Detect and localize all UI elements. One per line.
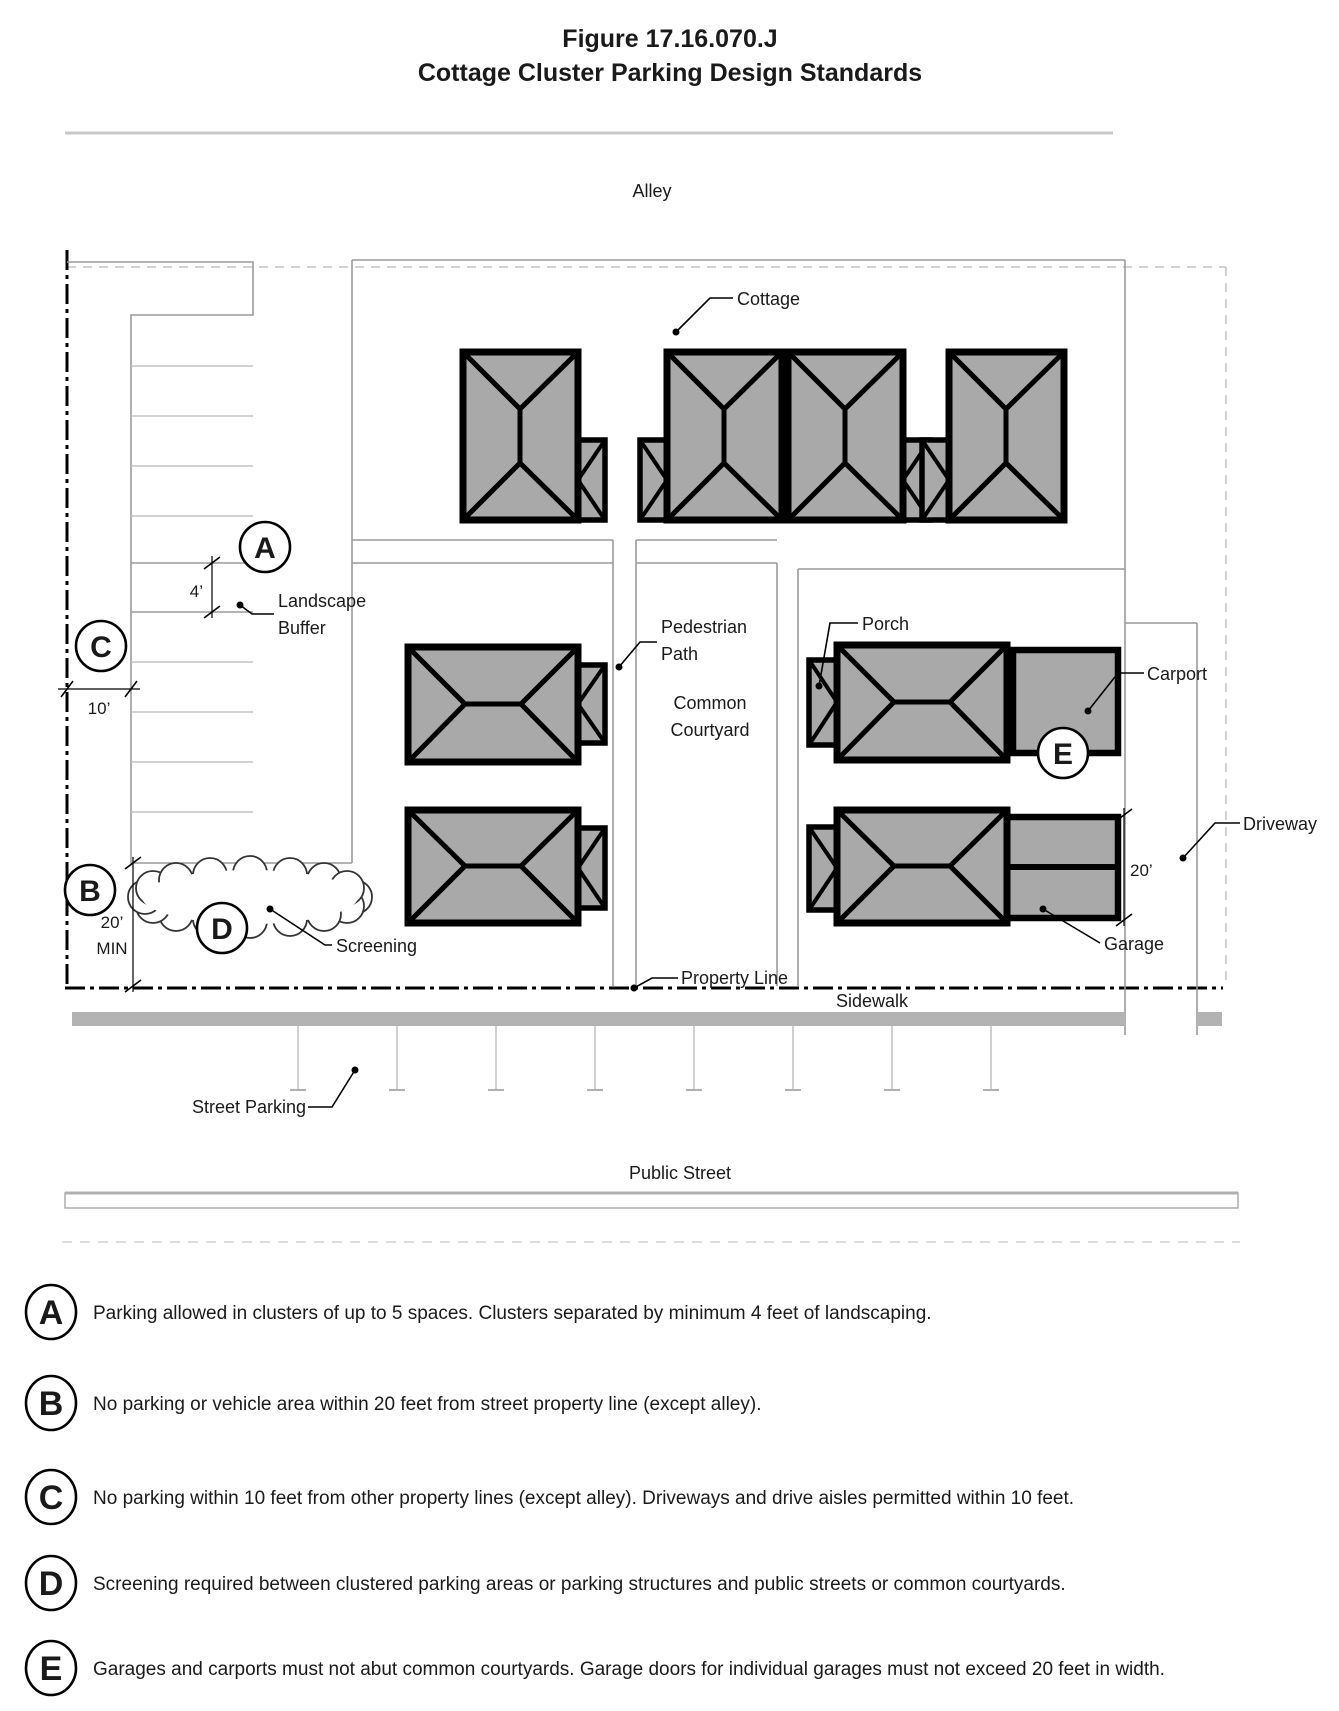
parking-area	[67, 260, 352, 863]
dim-10ft-label: 10’	[87, 699, 111, 718]
dim-4ft-label: 4’	[189, 582, 203, 601]
legend-c-letter: C	[38, 1479, 64, 1517]
street-parking-label: Street Parking	[191, 1097, 306, 1117]
pedestrian-path-east	[777, 563, 798, 986]
common-courtyard-label-group	[670, 693, 749, 740]
common-courtyard-label-1: Common	[673, 693, 747, 713]
callout-c-letter: C	[90, 631, 112, 664]
cottage-label: Cottage	[737, 289, 801, 309]
legend-a-letter: A	[38, 1294, 64, 1332]
driveway-corridor	[1125, 623, 1197, 1035]
cottage-column-east	[809, 645, 1118, 923]
callout-a	[240, 522, 290, 572]
porch	[640, 440, 667, 520]
dim-side-setback-10ft	[58, 681, 140, 718]
dim-garage-20ft	[1116, 808, 1153, 926]
cottage	[463, 352, 605, 520]
property-line-label: Property Line	[681, 968, 789, 988]
cottage-label-group	[673, 289, 801, 336]
driveway-label-group	[1180, 814, 1318, 862]
dim-min-label: MIN	[96, 939, 128, 958]
legend-row-c	[26, 1470, 1074, 1524]
landscape-buffer-label-2: Buffer	[278, 618, 326, 638]
legend-row-d	[26, 1556, 1066, 1610]
porch	[578, 440, 605, 520]
cottage	[408, 810, 605, 923]
callout-e-letter: E	[1052, 738, 1074, 771]
porch	[809, 827, 837, 910]
figure-caption: Cottage Cluster Parking Design Standards	[417, 59, 923, 87]
callout-c	[76, 621, 126, 671]
legend-row-b	[26, 1376, 761, 1430]
landscape-buffer-label-group	[237, 591, 367, 638]
legend-d-letter: D	[38, 1565, 64, 1603]
callout-e	[1038, 728, 1088, 778]
callout-b-letter: B	[79, 875, 101, 908]
porch-label: Porch	[862, 614, 910, 634]
callout-a-letter: A	[254, 532, 276, 565]
porch	[578, 665, 605, 743]
screening-label: Screening	[336, 936, 418, 956]
alley-label: Alley	[632, 181, 672, 201]
street-parking-stalls	[290, 1026, 999, 1090]
callout-b	[65, 865, 115, 915]
cottage	[809, 645, 1007, 760]
figure-number: Figure 17.16.070.J	[562, 25, 778, 53]
dim-landscape-buffer-4ft	[190, 556, 220, 618]
street-parking-label-group	[192, 1067, 359, 1118]
callout-d	[197, 903, 247, 953]
street-edge	[65, 1193, 1238, 1208]
porch	[809, 660, 837, 745]
cottage	[408, 647, 605, 762]
cottage-row-north	[463, 352, 1064, 520]
sidewalk	[72, 1012, 1222, 1026]
figure-title	[418, 25, 922, 87]
pedestrian-path-label-1: Pedestrian	[661, 617, 748, 637]
garage	[1007, 817, 1118, 918]
legend-e-letter: E	[39, 1650, 63, 1688]
garage-label: Garage	[1104, 934, 1165, 954]
legend	[26, 1285, 1165, 1695]
legend-a-text: Parking allowed in clusters of up to 5 spaces. Clusters separated by minimum 4 feet of landscaping.	[93, 1303, 932, 1324]
legend-row-a	[26, 1285, 932, 1339]
common-courtyard-label-2: Courtyard	[670, 720, 750, 740]
screening-cloud	[128, 856, 372, 938]
driveway-label: Driveway	[1243, 814, 1318, 834]
legend-e-text: Garages and carports must not abut common courtyards. Garage doors for individual garages must not exceed 20 feet in width.	[93, 1659, 1165, 1680]
cottage	[640, 352, 782, 520]
legend-d-text: Screening required between clustered parking areas or parking structures and public streets or common courtyards.	[93, 1574, 1066, 1595]
dim-20ft-label: 20’	[100, 913, 124, 932]
dim-garage-20ft-label: 20’	[1130, 861, 1153, 880]
sidewalk-label: Sidewalk	[835, 991, 909, 1011]
landscape-buffer-label-1: Landscape	[278, 591, 367, 611]
cottage	[788, 352, 930, 520]
callout-d-letter: D	[211, 913, 233, 946]
pedestrian-path-west	[613, 540, 636, 986]
cottage	[809, 810, 1118, 923]
cottage	[922, 352, 1064, 520]
public-street-label: Public Street	[628, 1163, 732, 1183]
carport-label: Carport	[1147, 664, 1208, 684]
legend-c-text: No parking within 10 feet from other property lines (except alley). Driveways and drive aisles permitted within 10 feet.	[93, 1488, 1075, 1509]
cottage-column-west	[408, 647, 605, 923]
legend-row-e	[26, 1641, 1165, 1695]
porch	[578, 828, 605, 908]
pedestrian-path-label-2: Path	[661, 644, 699, 664]
legend-b-letter: B	[38, 1385, 64, 1423]
porch	[922, 440, 949, 520]
legend-b-text: No parking or vehicle area within 20 feet from street property line (except alley).	[93, 1394, 762, 1415]
